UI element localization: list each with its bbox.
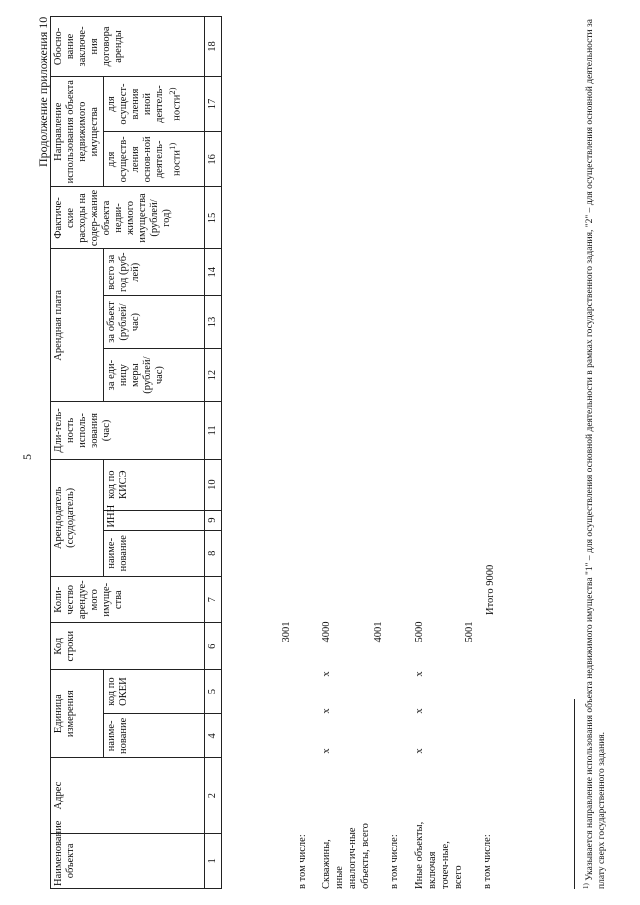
footnote-text: Указывается направление использования объекта недвижимого имущества "1" – для осуществления основной деятельности в рамках государственного задания, "2" – для осуществления основной деятельности за плату сверх государственного задания. bbox=[585, 19, 608, 889]
row-label-including: в том числе: bbox=[482, 834, 493, 889]
header-expenses: Фактиче-ские расходы на содер-жание объекта недви-жимого имущества (рублей/ год) bbox=[51, 187, 205, 249]
footnote bbox=[580, 19, 608, 889]
header-lessor-name: наиме-нование bbox=[104, 530, 205, 576]
cell-x: x bbox=[414, 748, 425, 754]
line-code-5000: 5000 bbox=[414, 621, 425, 643]
footnote-ref-1: 1) bbox=[167, 142, 177, 150]
footnote-ref-2: 2) bbox=[167, 87, 177, 95]
header-basis: Обосно-вание заключе-ния договора аренды bbox=[51, 17, 205, 77]
cell-x: x bbox=[321, 671, 332, 677]
column-number-row bbox=[205, 17, 222, 889]
col-num: 13 bbox=[205, 295, 222, 348]
cell-x: x bbox=[321, 708, 332, 714]
cell-x: x bbox=[414, 671, 425, 677]
row-label-wells: Скважины, иные аналогич-ные объекты, всего bbox=[321, 823, 371, 889]
header-duration: Дли-тель-ность исполь-зования (час) bbox=[51, 402, 205, 460]
footnote-separator bbox=[574, 699, 575, 889]
line-code-4001: 4001 bbox=[373, 621, 384, 643]
header-unit-name: наиме-нование bbox=[104, 714, 205, 758]
row-label-including: в том числе: bbox=[389, 834, 400, 889]
header-line-code: Код строки bbox=[51, 623, 205, 669]
header-quantity: Коли-чество арендуе-мого имуще-ства bbox=[51, 577, 205, 623]
header-rent: Арендная плата bbox=[51, 249, 104, 402]
line-code-4000: 4000 bbox=[321, 621, 332, 643]
header-address: Адрес bbox=[51, 758, 205, 833]
col-num: 5 bbox=[205, 669, 222, 713]
row-label-including: в том числе: bbox=[297, 834, 308, 889]
header-direction-other: для осущест-вления иной деятель-ности$^{2)}$ bbox=[104, 76, 205, 131]
col-num: 15 bbox=[205, 187, 222, 249]
col-num: 14 bbox=[205, 249, 222, 296]
appendix-continuation: Продолжение приложения 10 bbox=[36, 16, 50, 167]
header-lessor-kise: код по КИСЭ bbox=[104, 459, 205, 510]
line-code-5001: 5001 bbox=[464, 621, 475, 643]
header-lessor: Арендодатель (ссудодатель) bbox=[51, 459, 104, 576]
header-name: Наименование объекта bbox=[51, 833, 205, 888]
col-num: 1 bbox=[205, 833, 222, 888]
col-num: 2 bbox=[205, 758, 222, 833]
col-num: 12 bbox=[205, 349, 222, 402]
col-num: 11 bbox=[205, 402, 222, 460]
header-rent-object: за объект (рублей/ час) bbox=[104, 295, 205, 348]
cell-x: x bbox=[414, 708, 425, 714]
header-rent-unit: за еди-ницу меры (рублей/ час) bbox=[104, 349, 205, 402]
cell-x: x bbox=[321, 748, 332, 754]
col-num: 9 bbox=[205, 510, 222, 530]
header-unit: Единица измерения bbox=[51, 669, 104, 758]
col-num: 18 bbox=[205, 17, 222, 77]
col-num: 17 bbox=[205, 76, 222, 131]
row-label-other: Иные объекты, включая точеч-ные, всего bbox=[414, 821, 464, 889]
col-num: 16 bbox=[205, 132, 222, 187]
header-direction: Направление использования объекта недвижимого имущества bbox=[51, 76, 104, 187]
col-num: 8 bbox=[205, 530, 222, 576]
line-code-3001: 3001 bbox=[281, 621, 292, 643]
footnote-mark: 1) bbox=[582, 883, 590, 889]
col-num: 10 bbox=[205, 459, 222, 510]
header-unit-code: код по ОКЕИ bbox=[104, 669, 205, 713]
header-direction-main: для осуществ-ления основ-ной деятель-ности$^{1)}$ bbox=[104, 132, 205, 187]
header-rent-total: всего за год (руб-лей) bbox=[104, 249, 205, 296]
page-number: 5 bbox=[20, 454, 34, 460]
header-lessor-inn: ИНН bbox=[104, 510, 205, 530]
header-table bbox=[50, 16, 222, 889]
col-num: 6 bbox=[205, 623, 222, 669]
total-row: Итого 9000 bbox=[485, 564, 496, 615]
col-num: 7 bbox=[205, 577, 222, 623]
col-num: 4 bbox=[205, 714, 222, 758]
